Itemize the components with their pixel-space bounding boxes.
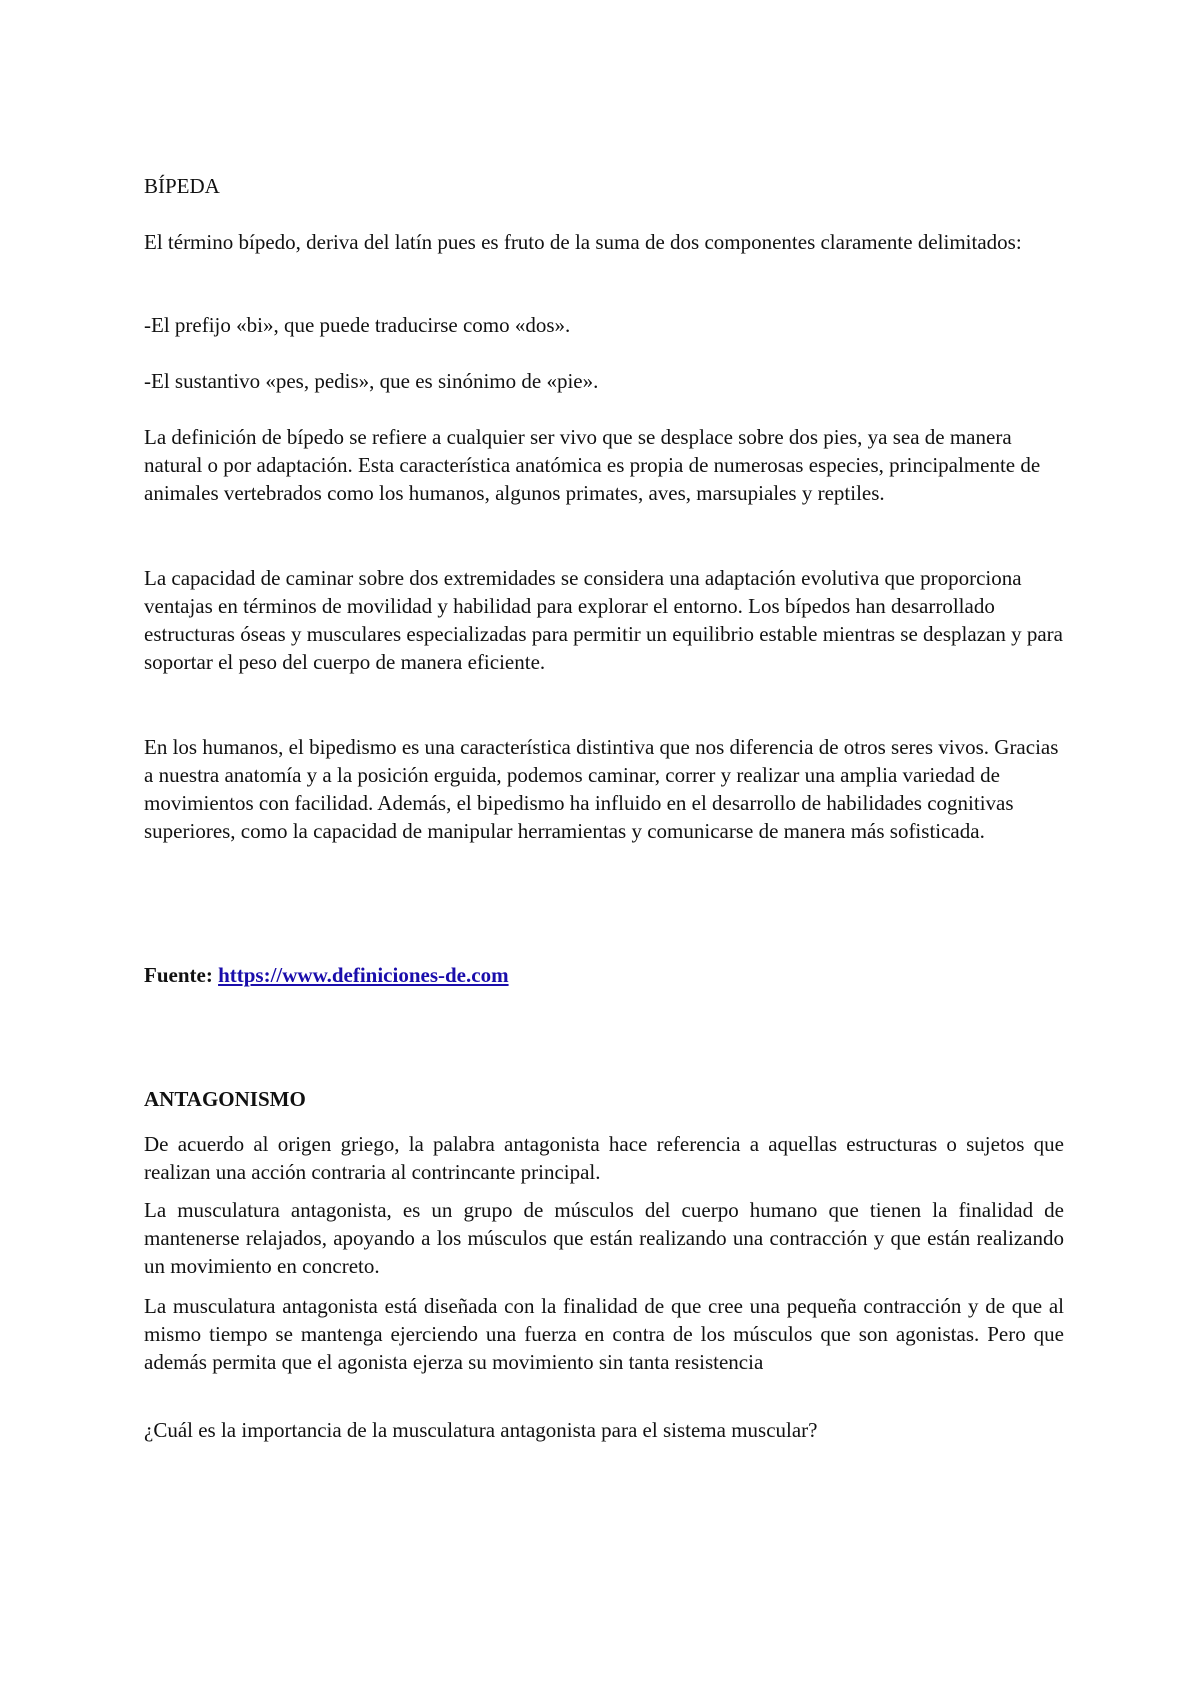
section-title-antagonismo: ANTAGONISMO	[144, 1087, 306, 1111]
antagonismo-paragraph-design: La musculatura antagonista está diseñada con la finalidad de que cree una pequeña contracción y de que al mismo tiempo se mantenga ejerciendo una fuerza en contra de los músculos que son agonistas. Pero que además permita que el agonista ejerza su movimiento sin tanta resistencia	[144, 1294, 1064, 1374]
bipeda-paragraph-humans: En los humanos, el bipedismo es una característica distintiva que nos diferencia de otros seres vivos. Gracias a nuestra anatomía y a la posición erguida, podemos caminar, correr y realizar una amplia variedad de movimientos con facilidad. Además, el bipedismo ha influido en el desarrollo de habilidades cognitivas superiores, como la capacidad de manipular herramientas y comunicarse de manera más sofisticada.	[144, 735, 1059, 843]
bipeda-paragraph-definition: La definición de bípedo se refiere a cualquier ser vivo que se desplace sobre dos pies, ya sea de manera natural o por adaptación. Esta característica anatómica es propia de numerosas especies, principalmente de animales vertebrados como los humanos, algunos primates, aves, marsupiales y reptiles.	[144, 425, 1041, 505]
bipeda-item-noun: -El sustantivo «pes, pedis», que es sinónimo de «pie».	[144, 369, 599, 393]
antagonismo-question: ¿Cuál es la importancia de la musculatura antagonista para el sistema muscular?	[144, 1418, 818, 1442]
antagonismo-paragraph-origin: De acuerdo al origen griego, la palabra antagonista hace referencia a aquellas estructuras o sujetos que realizan una acción contraria al contrincante principal.	[144, 1132, 1064, 1184]
section-title-bipeda: BÍPEDA	[144, 174, 220, 198]
bipeda-item-prefix: -El prefijo «bi», que puede traducirse como «dos».	[144, 313, 571, 337]
source-line	[144, 961, 1064, 989]
bipeda-paragraph-evolution: La capacidad de caminar sobre dos extremidades se considera una adaptación evolutiva que proporciona ventajas en términos de movilidad y habilidad para explorar el entorno. Los bípedos han desarrollado estructuras óseas y musculares especializadas para permitir un equilibrio estable mientras se desplazan y para soportar el peso del cuerpo de manera eficiente.	[144, 566, 1063, 674]
bipeda-intro: El término bípedo, deriva del latín pues es fruto de la suma de dos componentes claramente delimitados:	[144, 230, 1022, 254]
antagonismo-paragraph-musculature: La musculatura antagonista, es un grupo de músculos del cuerpo humano que tienen la finalidad de mantenerse relajados, apoyando a los músculos que están realizando una contracción y que están realizando un movimiento en concreto.	[144, 1198, 1064, 1278]
source-label: Fuente:	[144, 963, 213, 987]
source-link[interactable]: https://www.definiciones-de.com	[218, 963, 509, 987]
